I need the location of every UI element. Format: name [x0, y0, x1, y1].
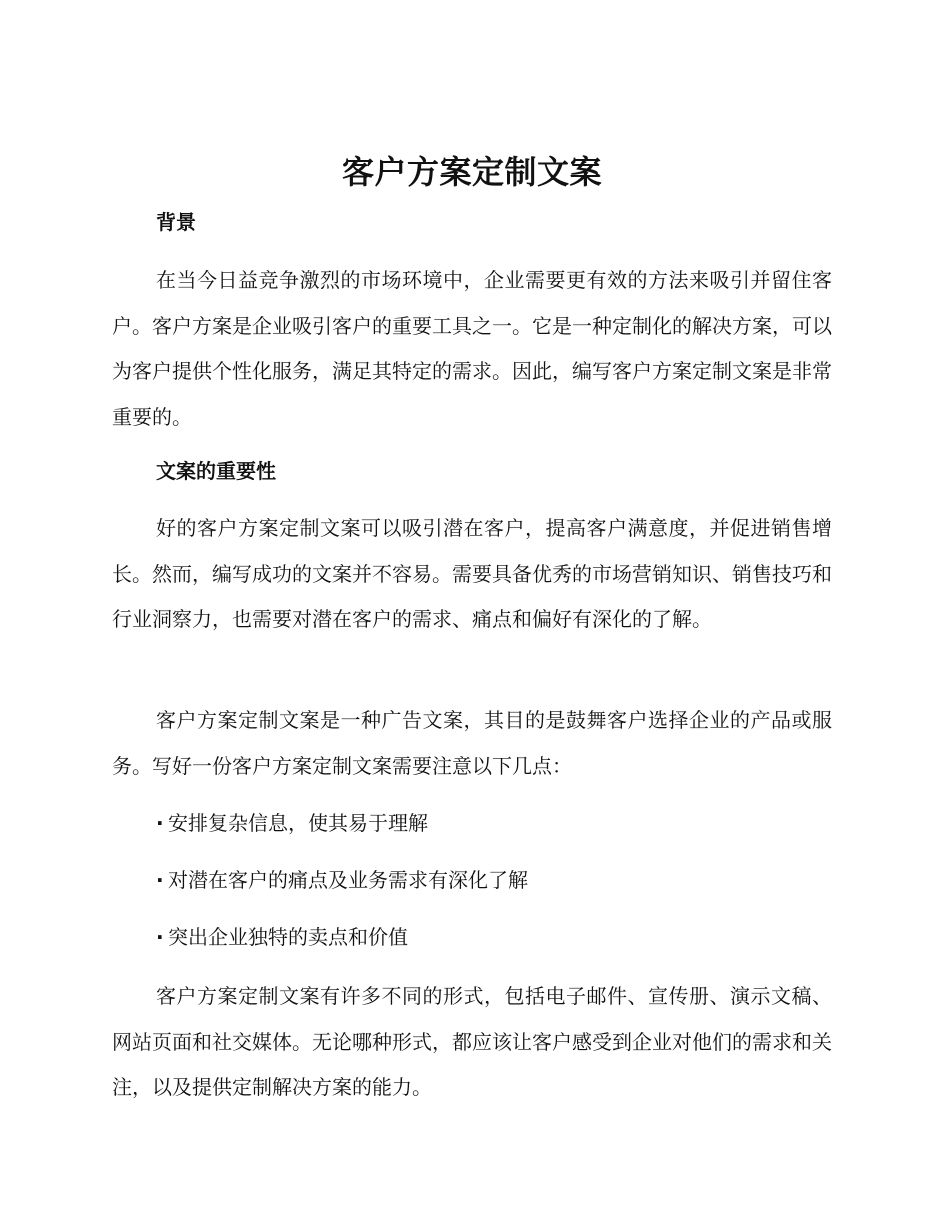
bullet-item-2: [156, 866, 528, 894]
paragraph-importance-3: 客户方案定制文案有许多不同的形式，包括电子邮件、宣传册、演示文稿、网站页面和社交媒体。无论哪种形式，都应该让客户感受到企业对他们的需求和关注，以及提供定制解决方案的能力。: [112, 984, 832, 1100]
bullet-item-1: [156, 809, 428, 837]
bullet-text: 突出企业独特的卖点和价值: [168, 925, 408, 949]
heading-background: 背景: [156, 210, 196, 234]
bullet-text: 安排复杂信息，使其易于理解: [168, 811, 428, 835]
heading-importance: 文案的重要性: [156, 459, 276, 483]
bullet-marker: ·: [156, 811, 164, 835]
bullet-text: 对潜在客户的痛点及业务需求有深化了解: [168, 868, 528, 892]
paragraph-importance-1: 好的客户方案定制文案可以吸引潜在客户，提高客户满意度，并促进销售增长。然而，编写成功的文案并不容易。需要具备优秀的市场营销知识、销售技巧和行业洞察力，也需要对潜在客户的需求、痛点和偏好有深化的了解。: [112, 516, 832, 632]
bullet-item-3: [156, 923, 408, 951]
paragraph-background: 在当今日益竞争激烈的市场环境中，企业需要更有效的方法来吸引并留住客户。客户方案是企业吸引客户的重要工具之一。它是一种定制化的解决方案，可以为客户提供个性化服务，满足其特定的需求。因此，编写客户方案定制文案是非常重要的。: [112, 268, 832, 430]
document-title: 客户方案定制文案: [341, 153, 602, 191]
bullet-marker: ·: [156, 868, 164, 892]
bullet-marker: ·: [156, 925, 164, 949]
paragraph-importance-2: 客户方案定制文案是一种广告文案，其目的是鼓舞客户选择企业的产品或服务。写好一份客户方案定制文案需要注意以下几点：: [112, 708, 832, 778]
